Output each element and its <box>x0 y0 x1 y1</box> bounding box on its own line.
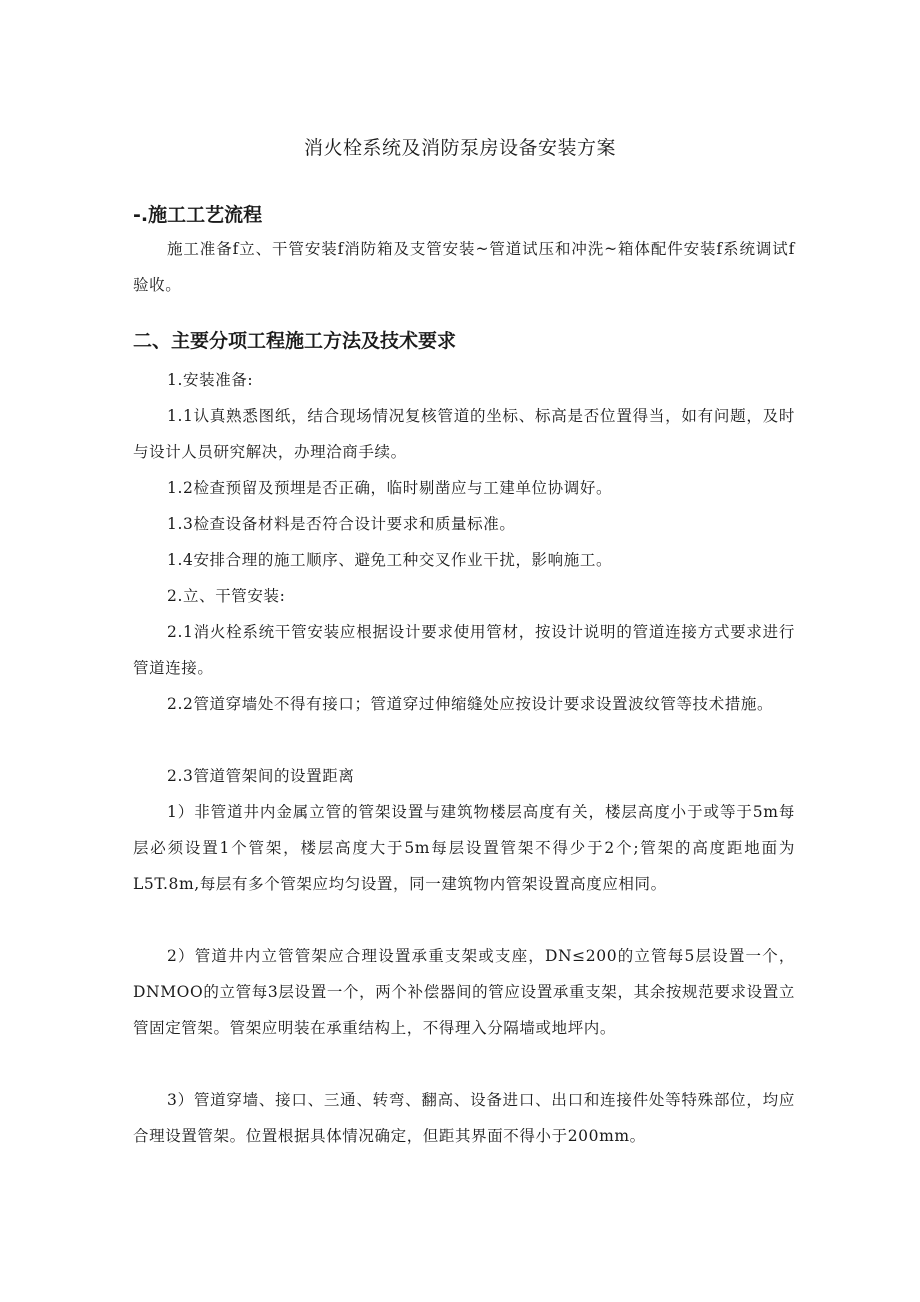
paragraph-item-1: 1）非管道井内金属立管的管架设置与建筑物楼层高度有关，楼层高度小于或等于5m每层必须设置1个管架，楼层高度大于5m每层设置管架不得少于2个;管架的高度距地面为L5T.8m,每层有多个管架应均匀设置，同一建筑物内管架设置高度应相同。 <box>133 803 795 893</box>
paragraph-riser-install: 2.立、干管安装: <box>167 587 286 605</box>
paragraph-2-1: 2.1消火栓系统干管安装应根据设计要求使用管材，按设计说明的管道连接方式要求进行管道连接。 <box>133 623 795 677</box>
section-heading-methods: 二、主要分项工程施工方法及技术要求 <box>133 330 457 352</box>
paragraph-item-3: 3）管道穿墙、接口、三通、转弯、翻高、设备进口、出口和连接件处等特殊部位，均应合理设置管架。位置根据具体情况确定，但距其界面不得小于200mm。 <box>133 1091 795 1145</box>
paragraph-1-1: 1.1认真熟悉图纸，结合现场情况复核管道的坐标、标高是否位置得当，如有问题，及时与设计人员研究解决，办理洽商手续。 <box>133 407 795 461</box>
paragraph-2-2: 2.2管道穿墙处不得有接口；管道穿过伸缩缝处应按设计要求设置波纹管等技术措施。 <box>167 695 774 713</box>
paragraph-2-3: 2.3管道管架间的设置距离 <box>167 767 355 785</box>
document-title: 消火栓系统及消防泵房设备安装方案 <box>303 137 616 159</box>
section-heading-process: -.施工工艺流程 <box>133 204 263 226</box>
paragraph-item-2: 2）管道井内立管管架应合理设置承重支架或支座，DN≤200的立管每5层设置一个，DNMOO的立管每3层设置一个，两个补偿器间的管应设置承重支架，其余按规范要求设置立管固定管架。管架应明装在承重结构上，不得理入分隔墙或地坪内。 <box>133 947 795 1037</box>
paragraph-1-3: 1.3检查设备材料是否符合设计要求和质量标准。 <box>167 515 516 533</box>
paragraph-1-4: 1.4安排合理的施工顺序、避免工种交叉作业干扰，影响施工。 <box>167 551 613 569</box>
paragraph-process-flow: 施工准备f立、干管安装f消防箱及支管安装~管道试压和冲洗~箱体配件安装f系统调试f验收。 <box>133 240 795 294</box>
paragraph-install-prep: 1.安装准备: <box>167 371 254 389</box>
paragraph-1-2: 1.2检查预留及预埋是否正确，临时剔凿应与工建单位协调好。 <box>167 479 613 497</box>
